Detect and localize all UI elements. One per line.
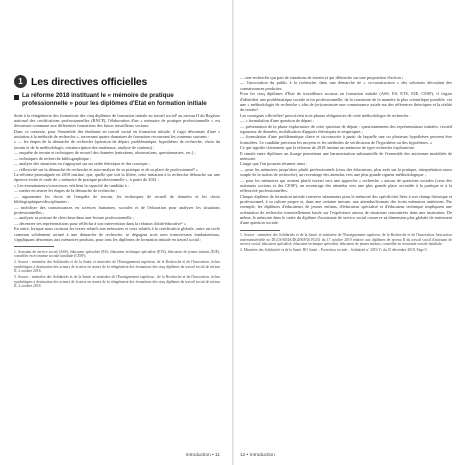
- paragraph: Lisage que l'on pourrait résumer ainsi :: [240, 161, 308, 167]
- paragraph: — décentrer ses représentations pour réfléchir à son intervention dans la relation d'aide/éducative³ »: [14, 220, 186, 226]
- paragraph: — mobiliser des connaissances en sciences humaines, sociales et de l'éducation pour analyser les situations professionnelles ;: [14, 204, 220, 215]
- square-bullet-icon: [14, 95, 19, 100]
- paragraph: — mettre en œuvre les étapes de la démarche de recherche ;: [14, 188, 118, 194]
- paragraph: — pour les mémoires jusqu'alors plutôt professionnels (ceux des éducateurs, plus axés sur la pratique, interprétation assez souple de la notion de recherche), un recentrage des attendus vers une plus grande rigueur méthodologique ;: [240, 166, 452, 178]
- right-footnotes: [240, 233, 452, 253]
- paragraph: « Les examinateurs/correcteurs vérifient la capacité du candidat à :: [14, 182, 129, 188]
- paragraph: — pour les mémoires qui avaient plutôt investi vers une approche « recherche » autour de questions sociales (ceux des assistants sociaux et des CESF), un recentrage des attendus vers une plus grande place accordée à la pratique et à la réflexivité professionnelles.: [240, 177, 452, 194]
- section-title: La réforme 2018 instituant le « mémoire de pratique professionnelle » pour les diplômes d'Etat en formation initiale: [22, 92, 207, 107]
- paragraph: — argumenter les choix de l'enquête de terrain, les techniques de recueil de données et les choix bibliographiques/disciplinaires ;: [14, 193, 220, 205]
- paragraph: — « formulation d'une question de départ ;: [240, 118, 314, 124]
- paragraph: Ce qui signifie clairement que la réforme de 2018 institue un mémoire de type recherche exploratoire.: [240, 145, 416, 151]
- paragraph: Pour les cinq diplômes d'Etat de travailleurs sociaux en formation initiale (ASS, ES, ETS, EJE, CESF), il s'agira d'identifier une problématique sociale et/ou professionnelle, de la construire de la manière la plus scientifique possible, via une « méthodologie de recherche » afin de (re)construire une connaissance axiale sur des références théoriques et la réalité du terrain¹.: [240, 91, 452, 113]
- paragraph: Les consignes officielles² prescrivent trois phases obligatoires de cette méthodologie de recherche :: [240, 112, 411, 118]
- footnote-divider: [14, 246, 54, 247]
- paragraph: — l'association du public à la recherche, dans une démarche de « co-construction » des solutions découlant des connaissances produites.: [240, 80, 452, 91]
- footnote: 3. Source : ministère des Solidarités et de la Santé, et ministère de l'Enseignement supérieur , de la Recherche et de l'Innovation, fiches synthétiques à destination des acteurs de la mise en œuvre de la réingénierie des formations des cinq diplômes du travail social de niveau II, 2 octobre 2018.: [14, 275, 220, 289]
- paragraph: « — les étapes de la démarche de recherche (question de départ, problématique, hypothèses de recherche, choix du terrain et de la méthodologie, retranscription des matériaux, analyse de contenu) ;: [14, 139, 220, 150]
- paragraph: — enquête de terrain et techniques de recueil des données (entretiens, observations, questionnaires, etc.) ;: [14, 150, 196, 156]
- paragraph: — formulation d'une problématique claire et circonscrite à partir de laquelle une ou plusieurs hypothèses peuvent être formulées. Le candidat précisera les moyens et les méthodes de vérification de l'hypothèse ou des hypothèses. »: [240, 134, 452, 145]
- paragraph: — analyser sa posture de chercheur dans une lecture professionnelle ;: [14, 215, 134, 221]
- footnote: 2. Source : ministère des Solidarités et de la Santé, et ministère de l'Enseignement supérieur, de la Recherche et de l'Innovation, fiches synthétiques à destination des acteurs de la mise en œuvre de la réingénierie des formations des cinq diplômes du travail social de niveau II, 2 octobre 2018.: [14, 260, 220, 274]
- chapter-number-badge: 1: [14, 75, 27, 88]
- left-footnotes: [14, 250, 220, 289]
- chapter-heading: [14, 75, 220, 88]
- paragraph: Dans ce contexte, pour l'ensemble des étudiants en travail social en formation initiale, il s'agit désormais d'une « initiation à la méthode de recherche », traversant quatre domaines de formation recouvrant les contenus suivants :: [14, 128, 220, 139]
- paragraph: En outre, lorsque nous croisons les textes relatifs aux mémoires et ceux relatifs à la certification globale, outre un socle commun solidement arrimé à une démarche de recherche, se dégagent trois axes transversaux fondamentaux, s'appliquant désormais aux mémoires produits, pour tous les diplômes de formation initiale en travail social :: [14, 226, 220, 242]
- paragraph: — présentation de la phase exploratoire de cette question de départ : questionnement des représentations initiales, recueil rigoureux de données, mobilisation d'apports théoriques et empiriques ;: [240, 123, 452, 134]
- paragraph: La réforme promulguée en 2018 institue, que, quelle que soit la filière, cette initiation à la recherche débouche sur une épreuve écrite et orale de « mémoire de pratique professionnelle », à partir de 2021 :: [14, 172, 220, 183]
- paragraph: — réflexivité sur la démarche de recherche et auto-analyse de sa pratique et de sa place de professionnel² »: [14, 166, 199, 172]
- left-body-text: [14, 113, 220, 243]
- footnote: 1. Assistant de service social (ASS), éducateur spécialisé (ES), éducateur technique spécialisé (ETS), éducateur de jeunes enfants (EJE), conseiller en économie sociale familiale (CESF).: [14, 249, 220, 259]
- paragraph: Il simule entre diplômes un lissage permettant une harmonisation substantielle de l'ensemble des anciennes modalités de mémoire.: [240, 150, 452, 161]
- left-page: [0, 0, 232, 465]
- footnote-divider: [240, 230, 280, 231]
- paragraph: Chaque diplôme de formation initiale conserve néanmoins pour le mémoire des spécificités liées à son champ théorique et professionnel, à sa culture propre et, dans une certaine mesure, aux attendus/formats des écrits mémoires antérieurs. Par exemple, les diplômes d'éducateurs de jeunes enfants, d'éducateur spécialisé et d'éducateur technique impliquent une orientation de recherche essentiellement basée sur l'expérience autour de situations rencontrées dans une institution. De même, le mémoire dans le cadre du diplôme d'assistante de service social conserve sa dimension plus globale de traitement d'une question sociale.: [240, 193, 452, 226]
- page-number-right: 12 • Introduction: [240, 453, 275, 458]
- footnote: 2. Ministère des Solidarités et de la Santé, BO Santé – Protection sociale – Solidarité nº 2019/11 du 15 décembre 2019, Page 9.: [240, 248, 428, 253]
- chapter-title: Les directives officielles: [31, 75, 148, 88]
- section-heading: [14, 92, 220, 108]
- left-page-content: [14, 75, 220, 290]
- right-body-text: [240, 75, 452, 226]
- right-page: [234, 0, 465, 465]
- paragraph: — une recherche qui part de situations de terrain et qui débouche sur une proposition d'action ;: [240, 75, 404, 80]
- page-number-left: Introduction • 11: [185, 453, 220, 458]
- paragraph: — techniques de recherche bibliographique ;: [14, 155, 92, 161]
- paragraph: — analyse des situations en s'appuyant sur un cadre théorique et des concepts ;: [14, 161, 150, 167]
- paragraph: Suite à la réingénierie des formations des cinq diplômes de formation initiale au travail social¹ au niveau II du Registre national des certifications professionnelles (RNCP), l'élaboration d'un « mémoire de pratique professionnelle » est désormais commune aux différentes formations des futurs travailleurs sociaux.: [14, 112, 220, 129]
- right-page-content: [240, 75, 452, 254]
- footnote: 1. Source : ministère des Solidarités et de la Santé, et ministère de l'Enseignement supérieur, de la Recherche et de l'Innovation, Instruction interministérielle no DGCS/SD4A/DGESIP/2019/231 du 17 octobre 2019 relative aux diplômes de niveau II du travail social d'assistant de service social, éducateur spécialisé, éducateur technique spécialisé, éducateur de jeunes enfants, conseiller en économie sociale familiale.: [240, 233, 452, 247]
